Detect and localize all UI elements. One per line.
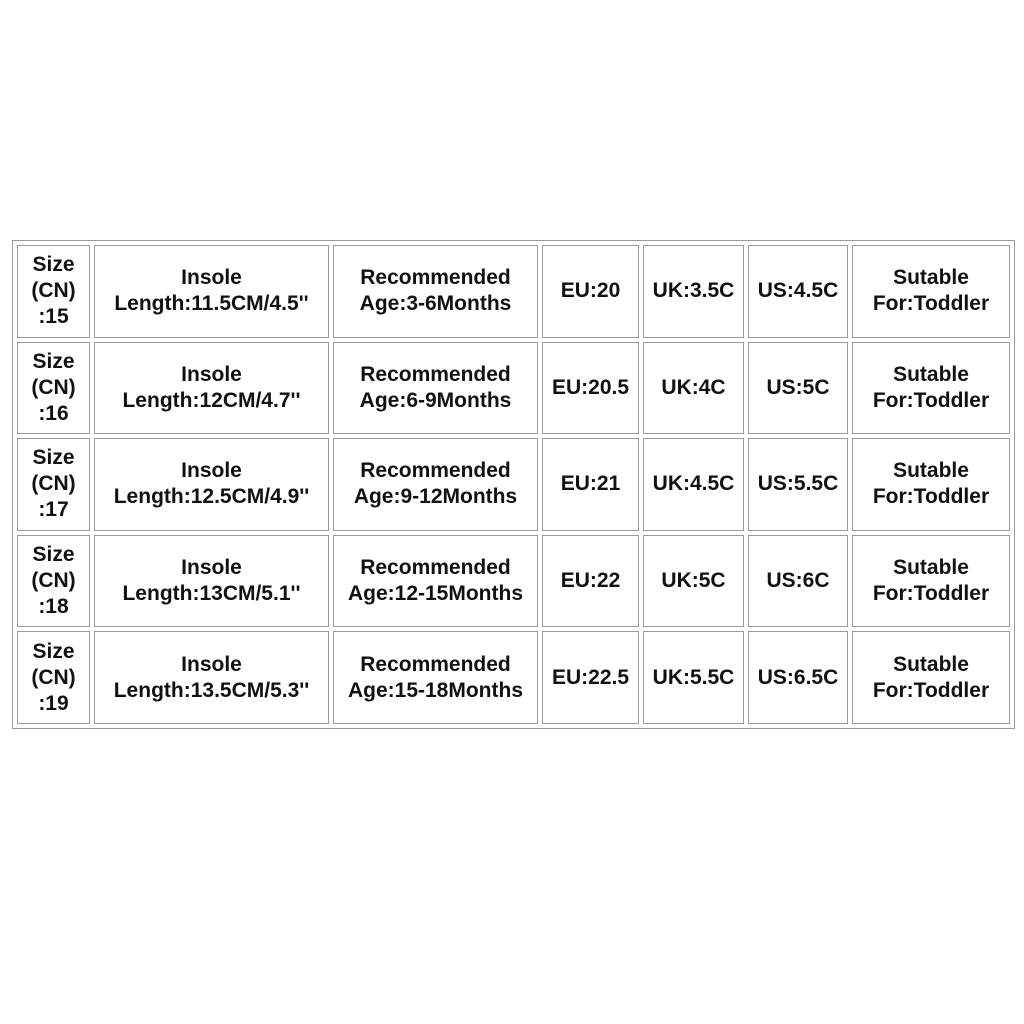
size-cn-cell: Size (CN) :18	[17, 535, 90, 628]
eu-size-cell: EU:20.5	[542, 342, 639, 435]
eu-size-cell: EU:22.5	[542, 631, 639, 724]
suitable-for-cell: Sutable For:Toddler	[852, 342, 1010, 435]
table-row	[17, 342, 1010, 435]
insole-length-cell: Insole Length:13.5CM/5.3''	[94, 631, 329, 724]
suitable-for-cell: Sutable For:Toddler	[852, 245, 1010, 338]
size-cn-cell: Size (CN) :16	[17, 342, 90, 435]
us-size-cell: US:6.5C	[748, 631, 848, 724]
insole-length-cell: Insole Length:12CM/4.7''	[94, 342, 329, 435]
uk-size-cell: UK:5.5C	[643, 631, 744, 724]
table-row	[17, 535, 1010, 628]
recommended-age-cell: Recommended Age:9-12Months	[333, 438, 538, 531]
table-row	[17, 438, 1010, 531]
uk-size-cell: UK:4.5C	[643, 438, 744, 531]
us-size-cell: US:5C	[748, 342, 848, 435]
uk-size-cell: UK:5C	[643, 535, 744, 628]
table-row	[17, 631, 1010, 724]
recommended-age-cell: Recommended Age:15-18Months	[333, 631, 538, 724]
recommended-age-cell: Recommended Age:6-9Months	[333, 342, 538, 435]
table-row	[17, 245, 1010, 338]
uk-size-cell: UK:4C	[643, 342, 744, 435]
recommended-age-cell: Recommended Age:12-15Months	[333, 535, 538, 628]
us-size-cell: US:4.5C	[748, 245, 848, 338]
us-size-cell: US:5.5C	[748, 438, 848, 531]
uk-size-cell: UK:3.5C	[643, 245, 744, 338]
size-cn-cell: Size (CN) :19	[17, 631, 90, 724]
insole-length-cell: Insole Length:11.5CM/4.5''	[94, 245, 329, 338]
suitable-for-cell: Sutable For:Toddler	[852, 438, 1010, 531]
suitable-for-cell: Sutable For:Toddler	[852, 535, 1010, 628]
size-cn-cell: Size (CN) :15	[17, 245, 90, 338]
eu-size-cell: EU:22	[542, 535, 639, 628]
size-cn-cell: Size (CN) :17	[17, 438, 90, 531]
insole-length-cell: Insole Length:12.5CM/4.9''	[94, 438, 329, 531]
insole-length-cell: Insole Length:13CM/5.1''	[94, 535, 329, 628]
size-chart-table	[12, 240, 1015, 729]
eu-size-cell: EU:21	[542, 438, 639, 531]
eu-size-cell: EU:20	[542, 245, 639, 338]
us-size-cell: US:6C	[748, 535, 848, 628]
suitable-for-cell: Sutable For:Toddler	[852, 631, 1010, 724]
recommended-age-cell: Recommended Age:3-6Months	[333, 245, 538, 338]
